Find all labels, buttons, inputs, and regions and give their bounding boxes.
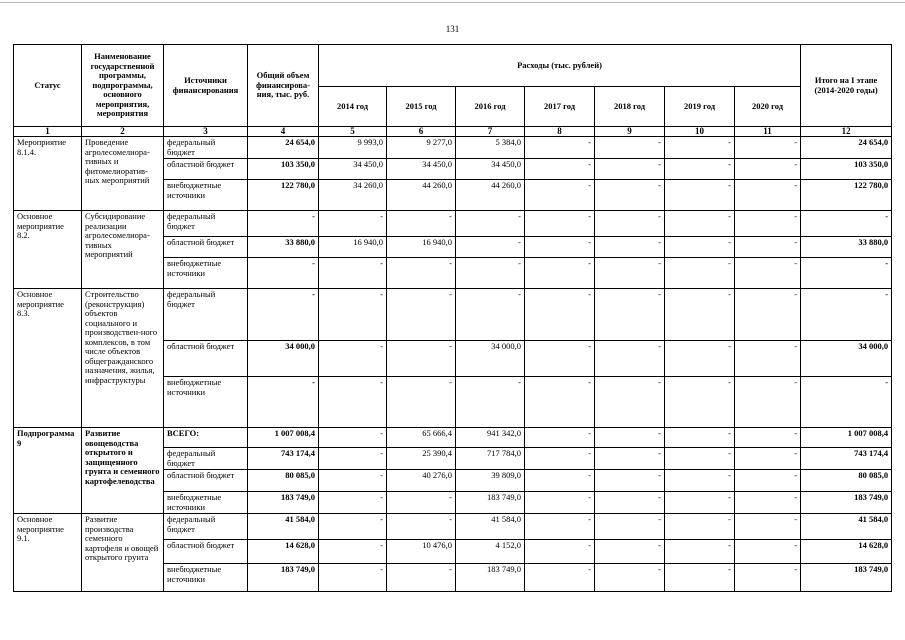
value-cell-total: 183 749,0	[248, 564, 319, 592]
table-row	[14, 289, 892, 341]
value-cell-y2020: -	[735, 341, 801, 377]
value-cell-y2017: -	[525, 258, 595, 289]
table-row	[14, 428, 892, 448]
value-cell-sum: 14 628,0	[801, 540, 892, 564]
value-cell-y2019: -	[665, 289, 735, 341]
value-cell-y2019: -	[665, 448, 735, 470]
value-cell-y2019: -	[665, 564, 735, 592]
value-cell-y2016: 5 384,0	[456, 137, 525, 159]
value-cell-total: 80 085,0	[248, 470, 319, 492]
value-cell-y2015: 65 666,4	[387, 428, 456, 448]
value-cell-y2016: 39 809,0	[456, 470, 525, 492]
value-cell-sum: 24 654,0	[801, 137, 892, 159]
value-cell-y2014: 16 940,0	[319, 237, 387, 258]
column-number: 1	[14, 127, 82, 137]
value-cell-y2019: -	[665, 540, 735, 564]
value-cell-y2019: -	[665, 377, 735, 428]
header-sources: Источники финансирования	[164, 45, 248, 127]
value-cell-y2019: -	[665, 514, 735, 540]
program-name-cell: Субсидирование реализации агролесомелиора-тивных мероприятий	[82, 211, 164, 289]
table-row	[14, 211, 892, 237]
source-cell: федеральный бюджет	[164, 211, 248, 237]
value-cell-sum: -	[801, 377, 892, 428]
column-number: 2	[82, 127, 164, 137]
value-cell-sum: -	[801, 258, 892, 289]
value-cell-y2014: -	[319, 289, 387, 341]
value-cell-y2015: -	[387, 564, 456, 592]
value-cell-total: 1 007 008,4	[248, 428, 319, 448]
value-cell-y2017: -	[525, 470, 595, 492]
program-name-cell: Строительство (реконструкция) объектов социального и производствен-ного комплексов, в том числе объектов общегражданского назначения, жилья, инфраструктуры	[82, 289, 164, 428]
value-cell-y2018: -	[595, 540, 665, 564]
value-cell-y2018: -	[595, 492, 665, 514]
column-number: 8	[525, 127, 595, 137]
value-cell-y2016: 44 260,0	[456, 180, 525, 211]
value-cell-y2017: -	[525, 428, 595, 448]
value-cell-y2014: -	[319, 470, 387, 492]
value-cell-y2019: -	[665, 428, 735, 448]
value-cell-y2015: 34 450,0	[387, 159, 456, 180]
value-cell-y2018: -	[595, 564, 665, 592]
value-cell-total: 103 350,0	[248, 159, 319, 180]
value-cell-y2019: -	[665, 237, 735, 258]
value-cell-total: 122 780,0	[248, 180, 319, 211]
value-cell-y2018: -	[595, 137, 665, 159]
value-cell-y2016: 41 584,0	[456, 514, 525, 540]
table-row	[14, 137, 892, 159]
value-cell-y2019: -	[665, 258, 735, 289]
source-cell: федеральный бюджет	[164, 448, 248, 470]
value-cell-y2014: -	[319, 428, 387, 448]
source-cell: областной бюджет	[164, 540, 248, 564]
source-cell: федеральный бюджет	[164, 137, 248, 159]
value-cell-sum: 1 007 008,4	[801, 428, 892, 448]
value-cell-y2020: -	[735, 514, 801, 540]
header-year: 2016 год	[456, 87, 525, 127]
value-cell-total: 24 654,0	[248, 137, 319, 159]
value-cell-y2014: -	[319, 448, 387, 470]
program-name-cell: Развитие овощеводства открытого и защищенного грунта и семенного картофелеводства	[82, 428, 164, 514]
value-cell-y2018: -	[595, 180, 665, 211]
column-number: 7	[456, 127, 525, 137]
program-name-cell: Развитие производства семенного картофеля и овощей открытого грунта	[82, 514, 164, 592]
value-cell-y2020: -	[735, 180, 801, 211]
column-number: 10	[665, 127, 735, 137]
value-cell-y2015: -	[387, 514, 456, 540]
header-year: 2014 год	[319, 87, 387, 127]
value-cell-y2014: -	[319, 377, 387, 428]
header-expenses: Расходы (тыс. рублей)	[319, 45, 801, 87]
value-cell-y2016: -	[456, 377, 525, 428]
value-cell-y2020: -	[735, 470, 801, 492]
value-cell-sum: -	[801, 211, 892, 237]
value-cell-total: 743 174,4	[248, 448, 319, 470]
value-cell-y2018: -	[595, 514, 665, 540]
value-cell-y2015: 10 476,0	[387, 540, 456, 564]
scan-edge-top	[0, 2, 905, 3]
value-cell-y2020: -	[735, 492, 801, 514]
value-cell-y2015: 16 940,0	[387, 237, 456, 258]
value-cell-y2019: -	[665, 492, 735, 514]
value-cell-y2018: -	[595, 258, 665, 289]
value-cell-y2017: -	[525, 540, 595, 564]
value-cell-y2018: -	[595, 289, 665, 341]
value-cell-y2019: -	[665, 470, 735, 492]
status-cell: Подпрограмма 9	[14, 428, 82, 514]
value-cell-y2019: -	[665, 159, 735, 180]
value-cell-total: 41 584,0	[248, 514, 319, 540]
value-cell-y2018: -	[595, 211, 665, 237]
value-cell-y2015: 40 276,0	[387, 470, 456, 492]
value-cell-y2017: -	[525, 237, 595, 258]
value-cell-y2015: -	[387, 377, 456, 428]
value-cell-y2018: -	[595, 448, 665, 470]
value-cell-y2020: -	[735, 540, 801, 564]
source-cell: внебюджетные источники	[164, 564, 248, 592]
source-cell: внебюджетные источники	[164, 180, 248, 211]
column-number: 6	[387, 127, 456, 137]
table-row	[14, 514, 892, 540]
header-total-volume: Общий объем финансирова-ния, тыс. руб.	[248, 45, 319, 127]
budget-table	[13, 44, 892, 592]
value-cell-y2016: 34 450,0	[456, 159, 525, 180]
value-cell-total: -	[248, 258, 319, 289]
value-cell-y2015: -	[387, 492, 456, 514]
value-cell-y2017: -	[525, 159, 595, 180]
value-cell-y2019: -	[665, 341, 735, 377]
value-cell-y2020: -	[735, 564, 801, 592]
header-year: 2020 год	[735, 87, 801, 127]
page-number: 131	[445, 24, 460, 34]
value-cell-y2018: -	[595, 237, 665, 258]
value-cell-y2017: -	[525, 377, 595, 428]
value-cell-y2014: -	[319, 341, 387, 377]
value-cell-y2014: 9 993,0	[319, 137, 387, 159]
value-cell-y2017: -	[525, 341, 595, 377]
value-cell-y2018: -	[595, 470, 665, 492]
value-cell-y2017: -	[525, 180, 595, 211]
value-cell-y2014: -	[319, 258, 387, 289]
value-cell-sum: 183 749,0	[801, 492, 892, 514]
value-cell-y2015: 44 260,0	[387, 180, 456, 211]
value-cell-y2019: -	[665, 137, 735, 159]
value-cell-y2020: -	[735, 237, 801, 258]
value-cell-sum: 80 085,0	[801, 470, 892, 492]
value-cell-y2016: 717 784,0	[456, 448, 525, 470]
value-cell-y2014: -	[319, 211, 387, 237]
value-cell-total: -	[248, 289, 319, 341]
value-cell-y2015: 9 277,0	[387, 137, 456, 159]
header-total-stage: Итого на I этапе (2014-2020 годы)	[801, 45, 892, 127]
value-cell-sum: 122 780,0	[801, 180, 892, 211]
value-cell-y2017: -	[525, 564, 595, 592]
value-cell-y2018: -	[595, 341, 665, 377]
value-cell-y2015: -	[387, 258, 456, 289]
value-cell-y2020: -	[735, 137, 801, 159]
value-cell-y2017: -	[525, 492, 595, 514]
header-program-name: Наименование государственной программы, подпрограммы, основного мероприятия, мероприятия	[82, 45, 164, 127]
value-cell-y2016: 941 342,0	[456, 428, 525, 448]
value-cell-y2014: 34 260,0	[319, 180, 387, 211]
value-cell-y2016: 4 152,0	[456, 540, 525, 564]
header-year: 2019 год	[665, 87, 735, 127]
status-cell: Мероприятие 8.1.4.	[14, 137, 82, 211]
column-number: 4	[248, 127, 319, 137]
value-cell-sum: 41 584,0	[801, 514, 892, 540]
status-cell: Основное мероприятие 9.1.	[14, 514, 82, 592]
column-number: 11	[735, 127, 801, 137]
value-cell-y2014: -	[319, 564, 387, 592]
value-cell-y2016: -	[456, 258, 525, 289]
value-cell-sum: 743 174,4	[801, 448, 892, 470]
value-cell-total: -	[248, 377, 319, 428]
value-cell-y2020: -	[735, 289, 801, 341]
value-cell-y2018: -	[595, 159, 665, 180]
value-cell-y2020: -	[735, 211, 801, 237]
value-cell-y2014: -	[319, 492, 387, 514]
value-cell-total: 34 000,0	[248, 341, 319, 377]
value-cell-y2014: -	[319, 514, 387, 540]
value-cell-y2014: -	[319, 540, 387, 564]
source-cell: областной бюджет	[164, 237, 248, 258]
value-cell-y2014: 34 450,0	[319, 159, 387, 180]
column-number: 9	[595, 127, 665, 137]
source-cell: внебюджетные источники	[164, 258, 248, 289]
source-cell: областной бюджет	[164, 470, 248, 492]
value-cell-y2017: -	[525, 514, 595, 540]
value-cell-sum: 34 000,0	[801, 341, 892, 377]
value-cell-y2015: -	[387, 341, 456, 377]
column-number: 3	[164, 127, 248, 137]
value-cell-y2020: -	[735, 159, 801, 180]
source-cell: внебюджетные источники	[164, 492, 248, 514]
value-cell-sum: 103 350,0	[801, 159, 892, 180]
value-cell-total: -	[248, 211, 319, 237]
value-cell-total: 33 880,0	[248, 237, 319, 258]
value-cell-y2019: -	[665, 211, 735, 237]
value-cell-y2019: -	[665, 180, 735, 211]
value-cell-y2020: -	[735, 258, 801, 289]
value-cell-y2017: -	[525, 137, 595, 159]
source-cell: ВСЕГО:	[164, 428, 248, 448]
value-cell-y2016: -	[456, 289, 525, 341]
source-cell: внебюджетные источники	[164, 377, 248, 428]
column-number: 5	[319, 127, 387, 137]
program-name-cell: Проведение агролесомелиора-тивных и фитомелиоратив-ных мероприятий	[82, 137, 164, 211]
status-cell: Основное мероприятие 8.2.	[14, 211, 82, 289]
source-cell: областной бюджет	[164, 341, 248, 377]
value-cell-y2016: -	[456, 211, 525, 237]
value-cell-y2020: -	[735, 448, 801, 470]
status-cell: Основное мероприятие 8.3.	[14, 289, 82, 428]
value-cell-y2017: -	[525, 211, 595, 237]
value-cell-y2018: -	[595, 428, 665, 448]
value-cell-y2016: 183 749,0	[456, 564, 525, 592]
source-cell: областной бюджет	[164, 159, 248, 180]
value-cell-total: 183 749,0	[248, 492, 319, 514]
value-cell-y2018: -	[595, 377, 665, 428]
value-cell-y2020: -	[735, 377, 801, 428]
value-cell-y2015: -	[387, 289, 456, 341]
value-cell-y2016: 34 000,0	[456, 341, 525, 377]
value-cell-y2015: 25 390,4	[387, 448, 456, 470]
value-cell-y2016: -	[456, 237, 525, 258]
value-cell-y2016: 183 749,0	[456, 492, 525, 514]
value-cell-sum: 33 880,0	[801, 237, 892, 258]
value-cell-y2017: -	[525, 289, 595, 341]
value-cell-total: 14 628,0	[248, 540, 319, 564]
source-cell: федеральный бюджет	[164, 289, 248, 341]
value-cell-sum: 183 749,0	[801, 564, 892, 592]
value-cell-y2015: -	[387, 211, 456, 237]
value-cell-y2017: -	[525, 448, 595, 470]
header-year: 2015 год	[387, 87, 456, 127]
header-status: Статус	[14, 45, 82, 127]
column-number: 12	[801, 127, 892, 137]
source-cell: федеральный бюджет	[164, 514, 248, 540]
value-cell-y2020: -	[735, 428, 801, 448]
header-year: 2018 год	[595, 87, 665, 127]
header-year: 2017 год	[525, 87, 595, 127]
value-cell-sum: -	[801, 289, 892, 341]
